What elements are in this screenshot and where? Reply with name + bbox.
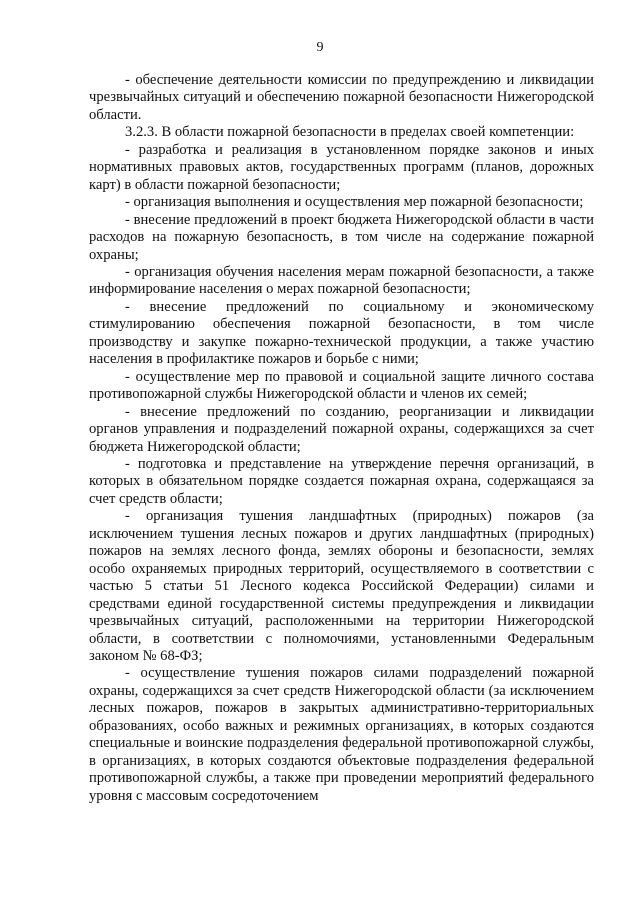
paragraph: - внесение предложений по созданию, реорганизации и ликвидации органов управления и подразделений пожарной охраны, содержащихся за счет бюджета Нижегородской области; xyxy=(89,403,594,455)
paragraph: 3.2.3. В области пожарной безопасности в пределах своей компетенции: xyxy=(125,124,575,141)
paragraph: - внесение предложений в проект бюджета Нижегородской области в части расходов на пожарную безопасность, в том числе на содержание пожарной охраны; xyxy=(89,211,594,263)
page-number: 9 xyxy=(316,40,324,55)
document-body xyxy=(89,72,594,805)
paragraph: - разработка и реализация в установленном порядке законов и иных нормативных правовых актов, государственных программ (планов, дорожных карт) в области пожарной безопасности; xyxy=(89,141,594,193)
paragraph: - организация тушения ландшафтных (природных) пожаров (за исключением тушения лесных пожаров и других ландшафтных (природных) пожаров на землях лесного фонда, землях обороны и безопасности, землях особо охраняемых природных территорий, осуществляемого в соответствии с частью 5 статьи 51 Лесного кодекса Российской Федерации) силами и средствами единой государственной системы предупреждения и ликвидации чрезвычайных ситуаций, расположенными на территории Нижегородской области, в соответствии с полномочиями, установленными Федеральным законом № 68-ФЗ; xyxy=(89,508,594,664)
paragraph: - внесение предложений по социальному и экономическому стимулированию обеспечения пожарной безопасности, в том числе производству и закупке пожарно-технической продукции, а также участию населения в профилактике пожаров и борьбе с ними; xyxy=(89,298,594,368)
paragraph: - осуществление мер по правовой и социальной защите личного состава противопожарной службы Нижегородской области и членов их семей; xyxy=(89,368,594,403)
paragraph: - организация выполнения и осуществления мер пожарной безопасности; xyxy=(125,194,584,211)
paragraph: - обеспечение деятельности комиссии по предупреждению и ликвидации чрезвычайных ситуаций и обеспечению пожарной безопасности Нижегородской области. xyxy=(89,72,594,123)
paragraph: - организация обучения населения мерам пожарной безопасности, а также информирование населения о мерах пожарной безопасности; xyxy=(89,263,594,298)
paragraph: - осуществление тушения пожаров силами подразделений пожарной охраны, содержащихся за счет средств Нижегородской области (за исключением лесных пожаров, пожаров в закрытых административно-территориальных образованиях, особо важных и режимных организациях, в которых создаются специальные и воинские подразделения федеральной противопожарной службы, в организациях, в которых создаются объектовые подразделения федеральной противопожарной службы, а также при проведении мероприятий федерального уровня с массовым сосредоточением xyxy=(89,665,594,804)
paragraph: - подготовка и представление на утверждение перечня организаций, в которых в обязательном порядке создается пожарная охрана, содержащаяся за счет средств области; xyxy=(89,455,594,507)
